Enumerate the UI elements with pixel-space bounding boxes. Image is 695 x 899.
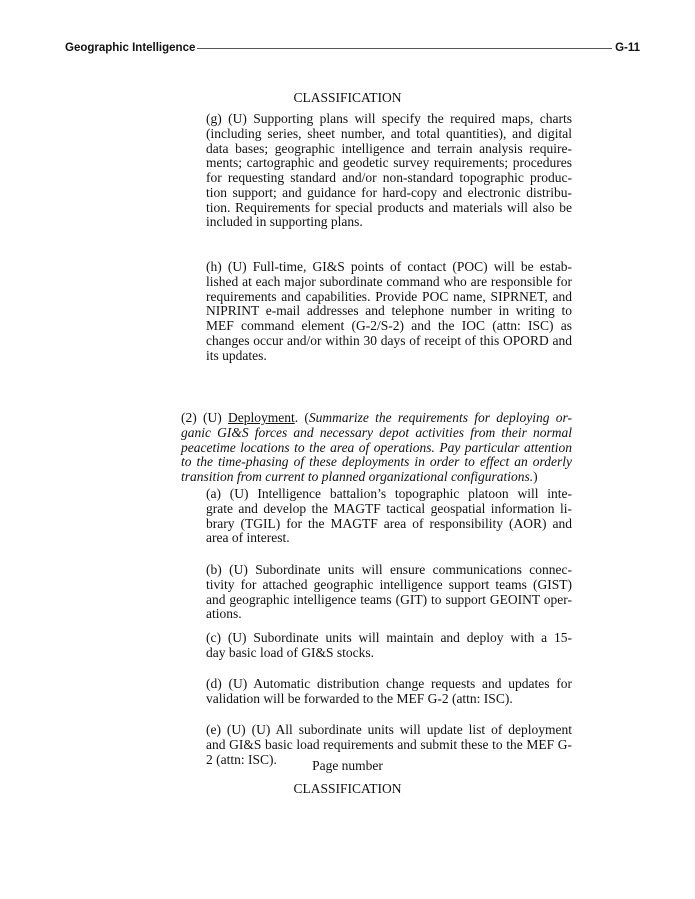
text-run: requirements and capabilities. Provide POC name, SIPRNET, and: [206, 288, 572, 304]
text-line: [206, 531, 572, 546]
text-run: for requesting standard and/or non-standard topographic produc-: [206, 170, 572, 185]
text-line: [206, 563, 572, 578]
text-run: (c) (U) Subordinate units will maintain and deploy with a 15-: [206, 630, 572, 645]
text-run: MEF command element (G-2/S-2) and the IOC (attn: ISC) as: [206, 318, 572, 333]
header-page-id: G-11: [615, 42, 640, 54]
text-run: 2 (attn: ISC).: [206, 751, 277, 767]
text-run: to the time-phasing of these deployments in order to effect an orderly: [181, 454, 572, 470]
header-title: Geographic Intelligence: [65, 42, 196, 54]
text-run: ): [533, 469, 538, 484]
text-run: its updates.: [206, 347, 267, 363]
text-run: peacetime locations to the area of operations. Pay particular attention: [181, 439, 572, 455]
text-run: Summarize the requirements for deploying or-: [308, 410, 573, 425]
text-run: changes occur and/or within 30 days of receipt of this OPORD and: [206, 332, 572, 348]
header-rule: [197, 48, 612, 49]
text-line: [206, 156, 572, 171]
text-run: validation will be forwarded to the MEF G-2 (attn: ISC).: [206, 690, 513, 706]
classification-top: CLASSIFICATION: [293, 90, 402, 105]
text-line: [206, 502, 572, 517]
text-run: NIPRINT e-mail addresses and telephone number in writing to: [206, 303, 572, 319]
paragraph-b: [206, 563, 572, 622]
text-line: [206, 349, 572, 364]
text-run: (h) (U) Full-time, GI&S points of contact (POC) will be estab-: [206, 259, 572, 274]
text-line: [206, 275, 572, 290]
text-line: [206, 487, 572, 502]
text-run: (d) (U) Automatic distribution change requests and updates for: [206, 676, 572, 691]
text-line: [206, 171, 572, 186]
text-line: [206, 319, 572, 334]
text-run: day basic load of GI&S stocks.: [206, 644, 374, 660]
text-line: [206, 304, 572, 319]
text-run: ments; cartographic and geodetic survey requirements; procedures: [206, 155, 572, 171]
text-line: [206, 646, 572, 661]
classification-bottom: CLASSIFICATION: [293, 781, 402, 796]
text-line: [206, 607, 572, 622]
text-run: data bases; geographic intelligence and terrain analysis require-: [206, 140, 572, 156]
text-line: [206, 593, 572, 608]
text-run: . (: [294, 410, 309, 425]
running-header: [65, 40, 640, 56]
text-line: [206, 517, 572, 532]
text-line: [206, 738, 572, 753]
text-line: [206, 692, 572, 707]
text-line: [206, 201, 572, 216]
text-line: [206, 127, 572, 142]
text-line: [206, 186, 572, 201]
text-run: (g) (U) Supporting plans will specify the required maps, charts: [206, 111, 572, 126]
text-run: tion support; and guidance for hard-copy and electronic distribu-: [206, 184, 572, 200]
paragraph-a: [206, 487, 572, 546]
paragraph-g: [206, 112, 572, 230]
text-line: [206, 578, 572, 593]
text-run: tivity for attached geographic intelligence support teams (GIST): [206, 576, 572, 592]
text-run: (a) (U) Intelligence battalion’s topographic platoon will inte-: [206, 486, 572, 501]
text-run: and GI&S basic load requirements and submit these to the MEF G-: [206, 736, 572, 752]
paragraph-h: [206, 260, 572, 363]
paragraph-2-deployment: [181, 411, 572, 485]
text-run: (2) (U): [181, 410, 228, 425]
text-run: grate and develop the MAGTF tactical geospatial information li-: [206, 500, 572, 516]
text-line: [206, 631, 572, 646]
section-heading: Deployment: [227, 410, 295, 425]
text-run: area of interest.: [206, 530, 290, 546]
text-line: [181, 470, 572, 485]
text-run: (e) (U) (U) All subordinate units will update list of deployment: [206, 722, 572, 737]
text-line: [181, 455, 572, 470]
text-line: [206, 112, 572, 127]
page-number-label: Page number: [312, 758, 383, 773]
text-run: ganic GI&S forces and necessary depot activities from their normal: [181, 424, 572, 440]
text-line: [206, 142, 572, 157]
text-run: and geographic intelligence teams (GIT) to support GEOINT oper-: [206, 591, 572, 607]
paragraph-c: [206, 631, 572, 661]
text-line: [181, 411, 572, 426]
text-line: [206, 290, 572, 305]
text-run: (b) (U) Subordinate units will ensure communications connec-: [206, 562, 572, 577]
text-run: (including series, sheet number, and total quantities), and digital: [206, 125, 572, 141]
text-run: ations.: [206, 606, 242, 622]
text-run: lished at each major subordinate command who are responsible for: [206, 273, 572, 289]
text-run: transition from current to planned organizational configurations.: [181, 469, 534, 484]
paragraph-d: [206, 677, 572, 707]
text-line: [206, 260, 572, 275]
text-line: [206, 215, 572, 230]
text-line: [181, 426, 572, 441]
text-line: [206, 334, 572, 349]
text-line: [206, 723, 572, 738]
text-run: included in supporting plans.: [206, 214, 363, 230]
text-line: [181, 441, 572, 456]
text-run: brary (TGIL) for the MAGTF area of responsibility (AOR) and: [206, 515, 572, 531]
text-line: [206, 677, 572, 692]
text-run: tion. Requirements for special products and materials will also be: [206, 199, 572, 215]
